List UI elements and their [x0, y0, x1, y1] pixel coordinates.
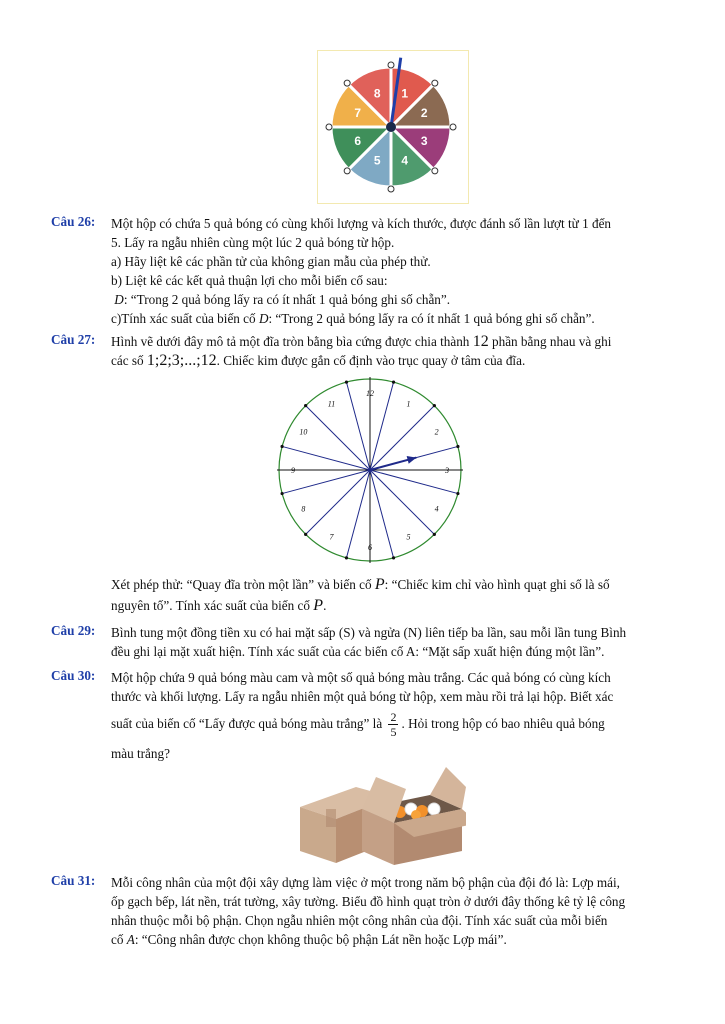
question-26-text [111, 214, 674, 328]
spinner-sector-label: 3 [420, 133, 428, 148]
q26-line5 [111, 290, 674, 309]
question-31-label: Câu 31: [51, 873, 96, 888]
q26-line5-text: : “Trong 2 quả bóng lấy ra có ít nhất 1 quả bóng ghi số chẵn”. [123, 292, 451, 307]
disk-number-label: 10 [299, 427, 308, 437]
question-30-label: Câu 30: [51, 668, 96, 683]
disk-number-label: 7 [329, 532, 334, 542]
q31-line3: nhân thuộc mỗi bộ phận. Chọn ngẫu nhiên một công nhân của đội. Tính xác suất của mỗi biến [111, 913, 608, 928]
disk-number-label: 2 [434, 427, 439, 437]
q26-var-d: D [114, 292, 124, 307]
question-27-text-cont [111, 574, 674, 616]
q27-line4-b: . [323, 598, 327, 613]
q26-line6-a: c)Tính xác suất của biến cố [111, 311, 256, 326]
disk-number-label: 8 [301, 504, 306, 514]
spinner-sector-label: 1 [401, 86, 409, 101]
disk-sector-line [282, 446, 370, 470]
q31-line1: Mỗi công nhân của một đội xây dựng làm việc ở một trong năm bộ phận của đội đó là: Lợp mái, [111, 875, 620, 890]
q26-line4: b) Liệt kê các kết quả thuận lợi cho mỗi biến cố sau: [111, 273, 388, 288]
disk-number-label: 1 [406, 399, 411, 409]
fraction-denominator: 5 [390, 725, 397, 740]
q30-line3-a: suất của biến cố “Lấy được quả bóng màu trắng” là [111, 716, 383, 731]
q27-var-p2: P [313, 597, 324, 614]
q26-line2: 5. Lấy ra ngẫu nhiên cùng một lúc 2 quả bóng từ hộp. [111, 235, 395, 250]
q26-line6 [111, 309, 674, 328]
spinner-sector-label: 8 [373, 86, 381, 101]
disk-sector-tick [392, 556, 395, 559]
disk-sector-tick [345, 381, 348, 384]
q27-sequence: 1;2;3;...;12 [146, 352, 217, 369]
spinner-peg [388, 186, 394, 192]
question-29-text [111, 623, 674, 661]
twelve-sector-disk-figure [270, 374, 470, 570]
disk-number-label: 5 [406, 532, 411, 542]
twelve-sector-disk-svg [270, 374, 470, 570]
q26-line1: Một hộp có chứa 5 quả bóng có cùng khối lượng và kích thước, được đánh số lần lượt từ 1 đến [111, 216, 612, 231]
q27-line3 [111, 574, 674, 595]
q26-line6-b: : “Trong 2 quả bóng lấy ra có ít nhất 1 quả bóng ghi số chẵn”. [268, 311, 595, 326]
disk-sector-line [346, 470, 370, 558]
fraction-two-fifths [388, 710, 398, 739]
disk-sector-tick [281, 492, 284, 495]
q27-line4-a: nguyên tố”. Tính xác suất của biến cố [111, 598, 310, 613]
q31-line2: ốp gạch bếp, lát nền, trát tường, xây tường. Biểu đồ hình quạt tròn ở dưới đây thống kê tỷ lệ công [111, 894, 626, 909]
q30-line3-b: . Hỏi trong hộp có bao nhiêu quả bóng [401, 716, 605, 731]
disk-sector-tick [433, 404, 436, 407]
disk-number-label: 4 [434, 504, 439, 514]
box-with-balls-illustration [296, 765, 466, 865]
spinner-peg [432, 168, 438, 174]
disk-number-label: 9 [291, 466, 295, 475]
question-27-label: Câu 27: [51, 332, 96, 347]
spinner-peg [344, 168, 350, 174]
disk-sector-tick [456, 445, 459, 448]
spinner-peg [344, 80, 350, 86]
disk-sector-tick [345, 556, 348, 559]
disk-sector-line [306, 470, 370, 534]
q27-line2-b: . Chiếc kim được gắn cố định vào trục quay ở tâm của đĩa. [216, 353, 526, 368]
disk-sector-line [370, 470, 434, 534]
spinner-sector-label: 7 [354, 106, 362, 121]
spinner-sector-label: 5 [373, 153, 381, 168]
q27-line1 [111, 332, 674, 351]
fraction-numerator: 2 [390, 710, 397, 725]
disk-number-label: 11 [327, 399, 336, 409]
spinner-sector-label: 2 [420, 106, 428, 121]
q27-line2-a: các số [111, 353, 144, 368]
disk-number-label: 6 [368, 543, 372, 552]
spinner-wheel-figure [317, 50, 469, 204]
q31-line4 [111, 930, 674, 949]
q27-line3-b: : “Chiếc kim chỉ vào hình quạt ghi số là số [384, 577, 610, 592]
disk-sector-line [282, 470, 370, 494]
q27-line2 [111, 351, 674, 370]
q27-line3-a: Xét phép thử: “Quay đĩa tròn một lần” và biến cố [111, 577, 372, 592]
q29-line1: Bình tung một đồng tiền xu có hai mặt sấp (S) và ngửa (N) liên tiếp ba lần, sau mỗi lần tung Bình [111, 625, 627, 640]
q27-line4 [111, 595, 674, 616]
q27-line1-a: Hình vẽ dưới đây mô tả một đĩa tròn bằng bìa cứng được chia thành [111, 334, 470, 349]
box-illustration-svg [296, 765, 466, 865]
question-30-text [111, 668, 674, 763]
question-29-label: Câu 29: [51, 623, 96, 638]
q30-line2: thước và khối lượng. Lấy ra ngẫu nhiên một quả bóng từ hộp, xem màu rồi trả lại hộp. Biết xác [111, 689, 614, 704]
q26-var-d2: D [258, 311, 269, 326]
disk-sector-tick [281, 445, 284, 448]
q26-line3: a) Hãy liệt kê các phần tử của không gian mẫu của phép thử. [111, 254, 431, 269]
disk-number-label: 12 [366, 389, 374, 398]
disk-sector-tick [392, 381, 395, 384]
q30-line4: màu trắng? [111, 746, 170, 761]
q31-line4-a: cố [111, 932, 124, 947]
spinner-sector-label: 6 [354, 133, 362, 148]
spinner-hub [386, 122, 396, 132]
question-26-label: Câu 26: [51, 214, 96, 229]
q27-line1-b: phần bằng nhau và ghi [492, 334, 612, 349]
spinner-peg [326, 124, 332, 130]
q30-line1: Một hộp chứa 9 quả bóng màu cam và một số quả bóng màu trắng. Các quả bóng có cùng kích [111, 670, 611, 685]
disk-number-label: 3 [445, 466, 449, 475]
disk-sector-tick [304, 404, 307, 407]
question-31-text [111, 873, 674, 949]
q31-line4-b: : “Công nhân được chọn không thuộc bộ phận Lát nền hoặc Lợp mái”. [134, 932, 507, 947]
disk-sector-line [370, 470, 394, 558]
disk-sector-tick [304, 533, 307, 536]
spinner-sector-label: 4 [401, 153, 409, 168]
q31-var-a: A [126, 932, 135, 947]
spinner-wheel-svg [318, 51, 468, 203]
disk-sector-tick [433, 533, 436, 536]
question-27-text [111, 332, 674, 370]
spinner-peg [432, 80, 438, 86]
q27-number-12: 12 [472, 333, 489, 350]
q30-line3 [111, 706, 674, 742]
q29-line2: đều ghi lại mặt xuất hiện. Tính xác suất của các biến cố A: “Mặt sấp xuất hiện đúng một lần”. [111, 644, 605, 659]
q27-var-p: P [374, 576, 385, 593]
disk-sector-tick [456, 492, 459, 495]
spinner-peg [388, 62, 394, 68]
disk-sector-line [306, 406, 370, 470]
spinner-peg [450, 124, 456, 130]
